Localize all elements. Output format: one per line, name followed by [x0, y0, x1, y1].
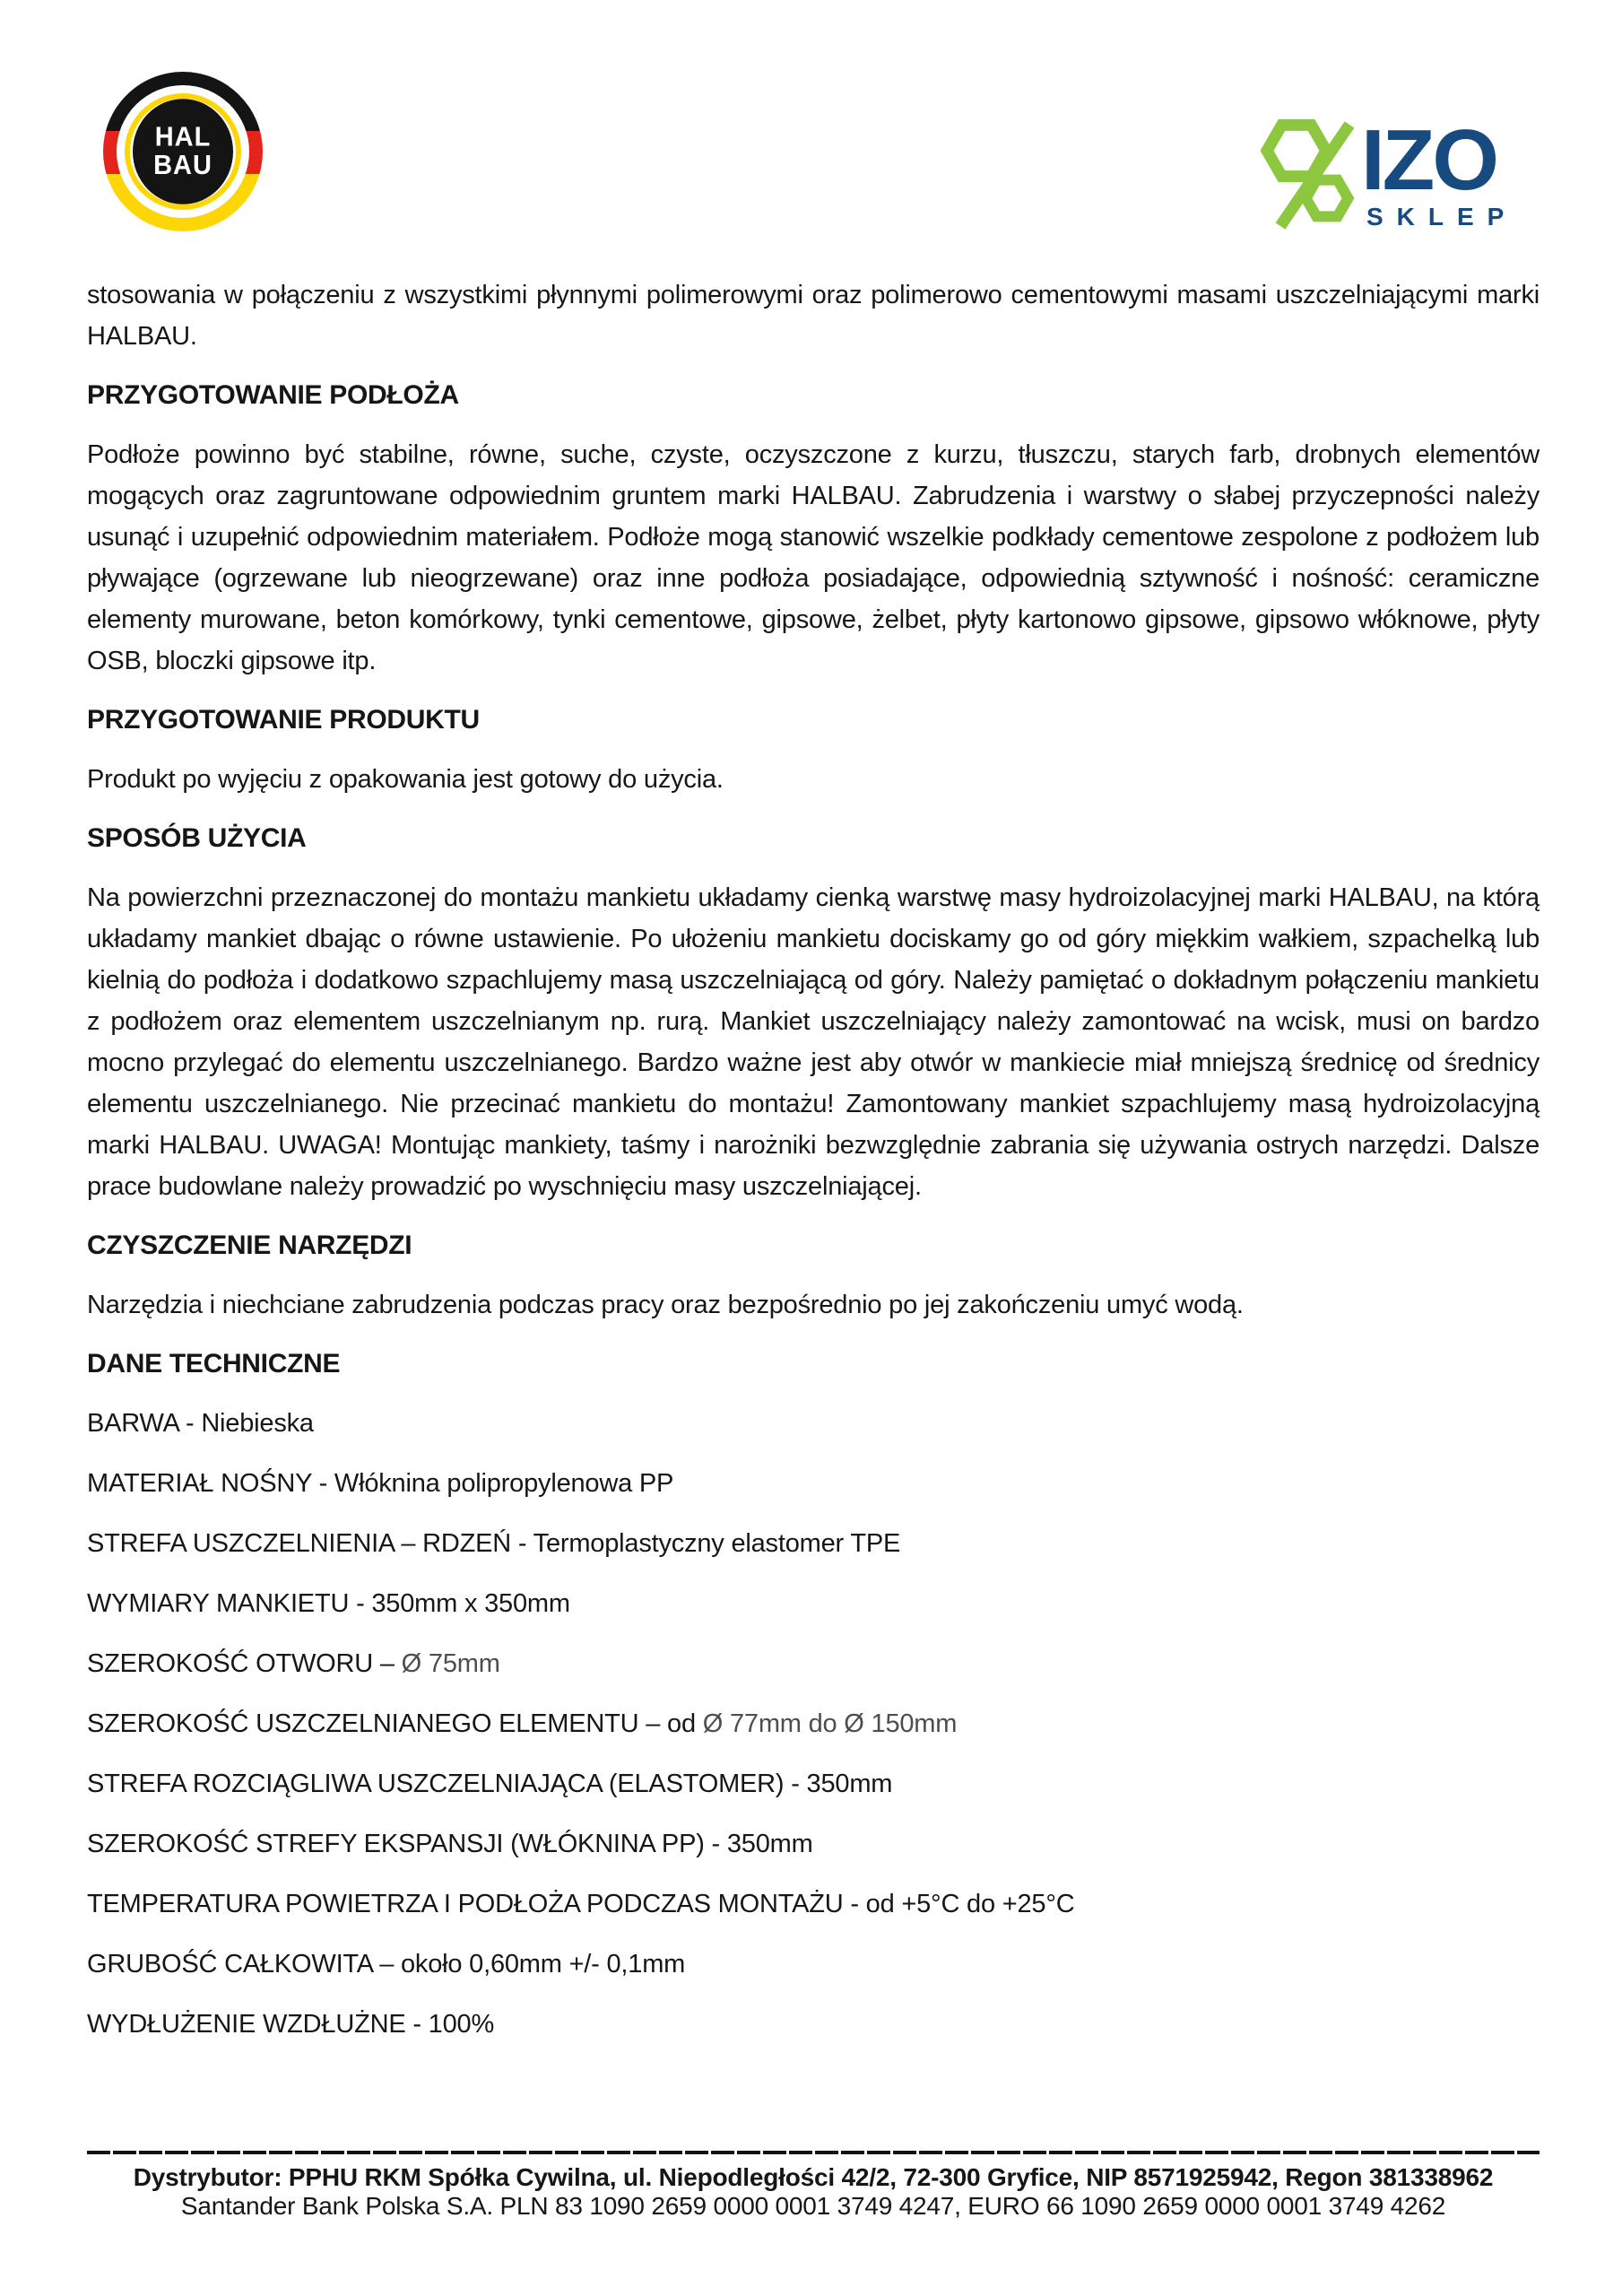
- tech-item-szerokosc-otworu: [87, 1643, 1540, 1684]
- halbau-logo-line1: HAL: [154, 122, 212, 153]
- tech-item-wydluzenie: [87, 2004, 1540, 2045]
- tech-item-temperatura: [87, 1883, 1540, 1925]
- heading-przygotowanie-produktu: PRZYGOTOWANIE PRODUKTU: [87, 705, 480, 735]
- tech-item-label: STREFA USZCZELNIENIA – RDZEŃ - Termoplastyczny elastomer TPE: [87, 1529, 901, 1558]
- tech-item-label: STREFA ROZCIĄGLIWA USZCZELNIAJĄCA (ELASTOMER) - 350mm: [87, 1770, 893, 1798]
- tech-item-grubosc: [87, 1944, 1540, 1985]
- heading-dane-techniczne: DANE TECHNICZNE: [87, 1349, 341, 1378]
- halbau-logo-line2: BAU: [153, 150, 213, 181]
- tech-item-label: SZEROKOŚĆ STREFY EKSPANSJI (WŁÓKNINA PP) - 350mm: [87, 1830, 813, 1858]
- tech-item-szerokosc-elementu: [87, 1703, 1540, 1744]
- tech-item-label: MATERIAŁ NOŚNY - Włóknina polipropylenowa PP: [87, 1469, 674, 1498]
- izo-sklep-logo: [1261, 111, 1530, 237]
- tech-item-label: GRUBOŚĆ CAŁKOWITA – około 0,60mm +/- 0,1mm: [87, 1950, 686, 1979]
- tech-item-strefa-ekspansji: [87, 1823, 1540, 1865]
- tech-item-label: WYMIARY MANKIETU - 350mm x 350mm: [87, 1589, 570, 1618]
- tech-item-label: SZEROKOŚĆ USZCZELNIANEGO ELEMENTU – od: [87, 1709, 703, 1738]
- heading-sposob-uzycia: SPOSÓB UŻYCIA: [87, 823, 307, 853]
- izo-logo-subtitle: SKLEP: [1366, 203, 1518, 230]
- tech-item-label: SZEROKOŚĆ OTWORU –: [87, 1649, 402, 1678]
- document-body: [87, 274, 1540, 2064]
- halbau-logo-yellow-ring: [125, 93, 241, 210]
- tech-item-wymiary-mankietu: [87, 1583, 1540, 1624]
- footer-bank-line: Santander Bank Polska S.A. PLN 83 1090 2659 0000 0001 3749 4247, EURO 66 1090 2659 0000 0001 3749 4262: [180, 2192, 1446, 2220]
- paragraph-przygotowanie-podloza: Podłoże powinno być stabilne, równe, suche, czyste, oczyszczone z kurzu, tłuszczu, starych farb, drobnych elementów mogących oraz zagruntowane odpowiednim gruntem marki HALBAU. Zabrudzenia i warstwy o słabej przyczepności należy usunąć i uzupełnić odpowiednim materiałem. Podłoże mogą stanowić wszelkie podkłady cementowe zespolone z podłożem lub pływające (ogrzewane lub nieogrzewane) oraz inne podłoża posiadające, odpowiednią sztywność i nośność: ceramiczne elementy murowane, beton komórkowy, tynki cementowe, gipsowe, żelbet, płyty kartonowo gipsowe, gipsowo włóknowe, płyty OSB, bloczki gipsowe itp.: [87, 440, 1540, 675]
- paragraph-przygotowanie-produktu: Produkt po wyjęciu z opakowania jest gotowy do użycia.: [87, 765, 724, 794]
- izo-percent-hexagons-icon: [1261, 113, 1361, 230]
- tech-item-value: Ø 77mm do Ø 150mm: [702, 1709, 958, 1738]
- intro-paragraph: stosowania w połączeniu z wszystkimi płynnymi polimerowymi oraz polimerowo cementowymi masami uszczelniającymi marki HALBAU.: [87, 281, 1540, 351]
- paragraph-czyszczenie-narzedzi: Narzędzia i niechciane zabrudzenia podczas pracy oraz bezpośrednio po jej zakończeniu umyć wodą.: [87, 1291, 1244, 1319]
- tech-item-label: WYDŁUŻENIE WZDŁUŻNE - 100%: [87, 2010, 495, 2039]
- tech-item-label: BARWA - Niebieska: [87, 1409, 314, 1438]
- footer-divider: [87, 2151, 1540, 2154]
- halbau-logo-outer-ring: [117, 85, 249, 218]
- tech-item-barwa: [87, 1403, 1540, 1444]
- halbau-logo: [103, 72, 263, 231]
- heading-przygotowanie-podloza: PRZYGOTOWANIE PODŁOŻA: [87, 380, 459, 410]
- footer-distributor-line: Dystrybutor: PPHU RKM Spółka Cywilna, ul. Niepodległości 42/2, 72-300 Gryfice, NIP 8571925942, Regon 381338962: [133, 2163, 1494, 2191]
- halbau-logo-inner-ring: [130, 99, 236, 204]
- izo-logo-wordmark: IZO: [1361, 112, 1496, 208]
- heading-czyszczenie-narzedzi: CZYSZCZENIE NARZĘDZI: [87, 1231, 412, 1260]
- tech-item-value: Ø 75mm: [401, 1649, 500, 1678]
- tech-item-strefa-uszczelnienia: [87, 1523, 1540, 1564]
- page-footer: [87, 2151, 1540, 2221]
- paragraph-sposob-uzycia: Na powierzchni przeznaczonej do montażu mankietu układamy cienką warstwę masy hydroizolacyjnej marki HALBAU, na którą układamy mankiet dbając o równe ustawienie. Po ułożeniu mankietu dociskamy go od góry miękkim wałkiem, szpachelką lub kielnią do podłoża i dodatkowo szpachlujemy masą uszczelniającą od góry. Należy pamiętać o dokładnym połączeniu mankietu z podłożem oraz elementem uszczelnianym np. rurą. Mankiet uszczelniający należy zamontować na wcisk, musi on bardzo mocno przylegać do elementu uszczelnianego. Bardzo ważne jest aby otwór w mankiecie miał mniejszą średnicę od średnicy elementu uszczelnianego. Nie przecinać mankietu do montażu! Zamontowany mankiet szpachlujemy masą hydroizolacyjną marki HALBAU. UWAGA! Montując mankiety, taśmy i narożniki bezwzględnie zabrania się używania ostrych narzędzi. Dalsze prace budowlane należy prowadzić po wyschnięciu masy uszczelniającej.: [87, 883, 1540, 1201]
- tech-item-material-nosny: [87, 1463, 1540, 1504]
- tech-item-strefa-rozciagliwa: [87, 1763, 1540, 1805]
- halbau-logo-text: [133, 99, 233, 204]
- tech-item-label: TEMPERATURA POWIETRZA I PODŁOŻA PODCZAS MONTAŻU - od +5°C do +25°C: [87, 1890, 1075, 1918]
